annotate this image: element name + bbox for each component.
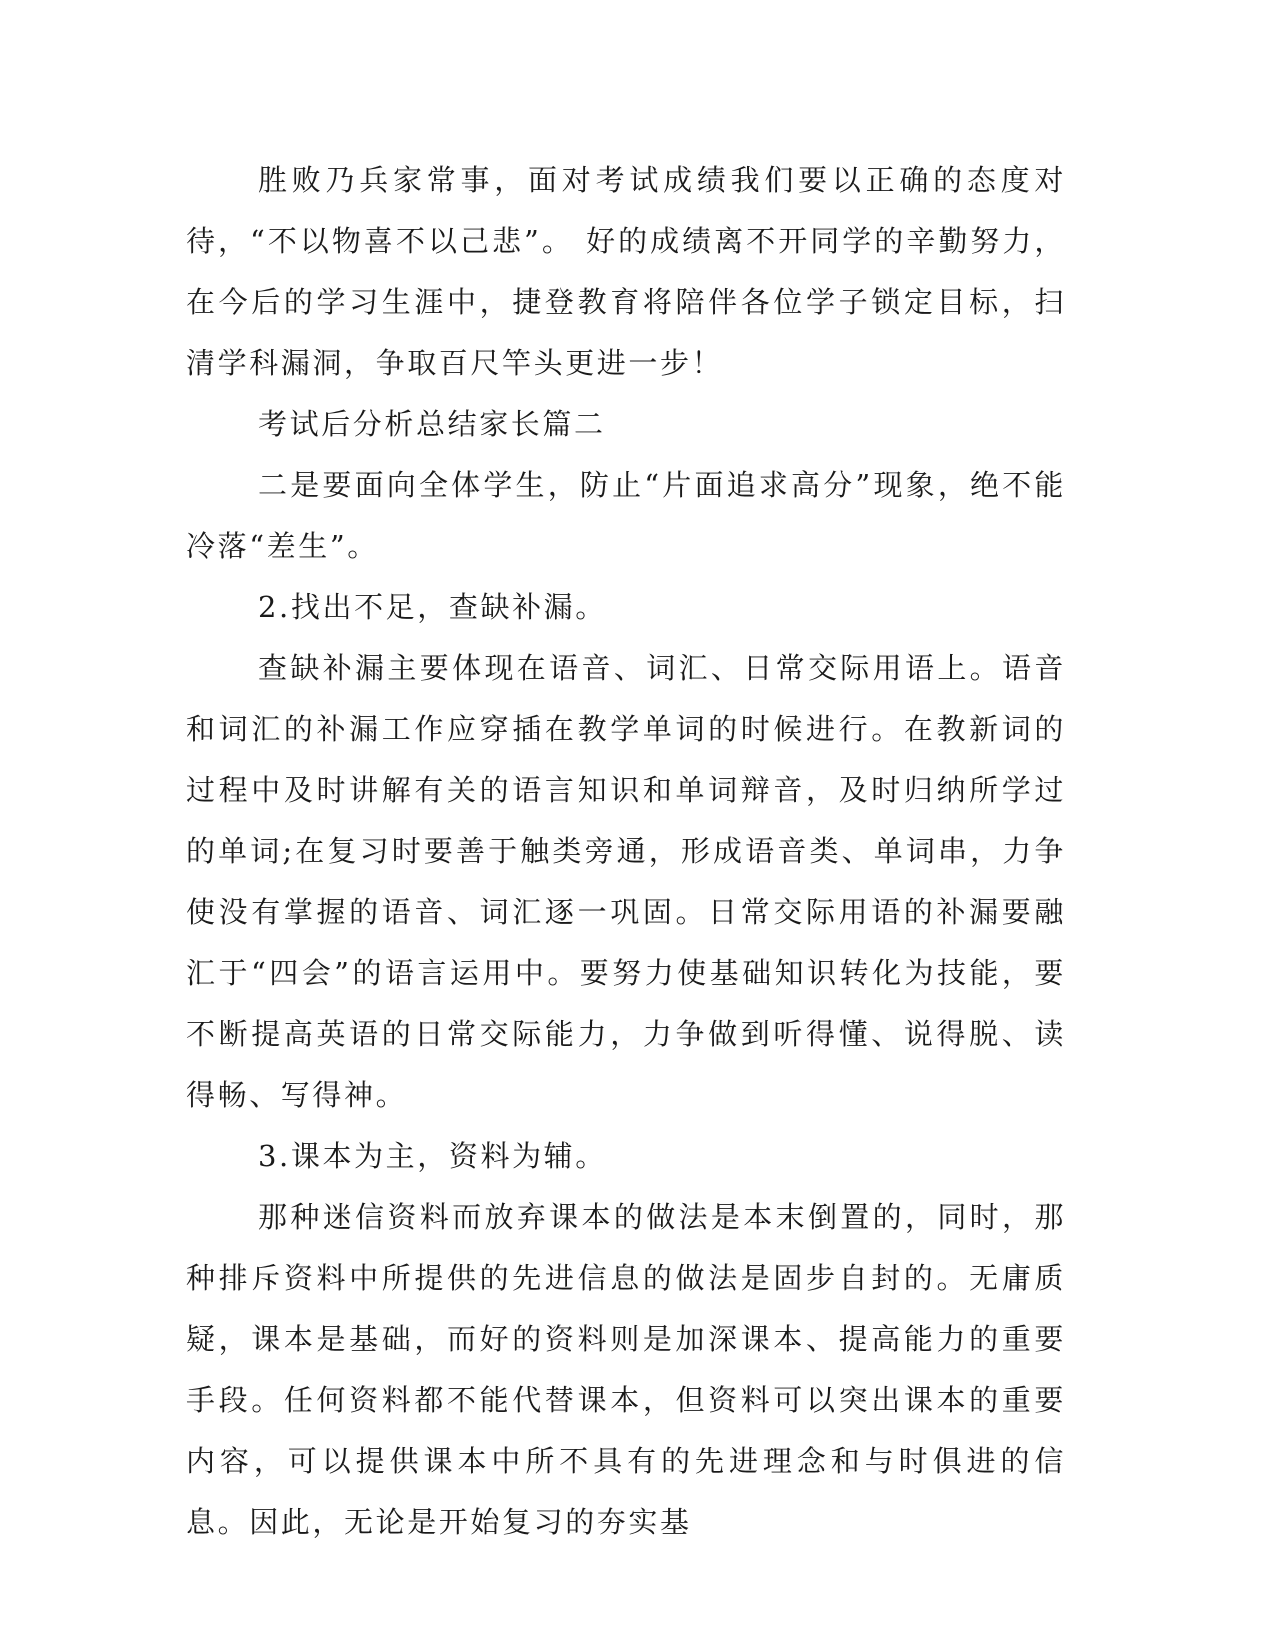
section-heading: 考试后分析总结家长篇二 [258,407,606,441]
paragraph-find-gaps: 查缺补漏主要体现在语音、词汇、日常交际用语上。语音和词汇的补漏工作应穿插在教学单词的时候进行。在教新词的过程中及时讲解有关的语言知识和单词辩音，及时归纳所学过的单词;在复习时要善于触类旁通，形成语音类、单词串，力争使没有掌握的语音、词汇逐一巩固。日常交际用语的补漏要融汇于“四会”的语言运用中。要努力使基础知识转化为技能，要不断提高英语的日常交际能力，力争做到听得懂、说得脱、读得畅、写得神。 [186,651,1066,1112]
paragraph-all-students: 二是要面向全体学生，防止“片面追求高分”现象，绝不能冷落“差生”。 [186,468,1066,563]
subheading-find-gaps: 2.找出不足，查缺补漏。 [258,590,607,624]
subheading-textbook-first: 3.课本为主，资料为辅。 [258,1139,607,1173]
paragraph-conclusion: 胜败乃兵家常事，面对考试成绩我们要以正确的态度对待，“不以物喜不以己悲”。 好的成绩离不开同学的辛勤努力，在今后的学习生涯中，捷登教育将陪伴各位学子锁定目标，扫清学科漏洞，争取百尺竿头更进一步！ [186,163,1066,380]
document-body [186,150,1066,1553]
paragraph-textbook-first: 那种迷信资料而放弃课本的做法是本末倒置的，同时，那种排斥资料中所提供的先进信息的做法是固步自封的。无庸质疑，课本是基础，而好的资料则是加深课本、提高能力的重要手段。任何资料都不能代替课本，但资料可以突出课本的重要内容，可以提供课本中所不具有的先进理念和与时俱进的信息。因此，无论是开始复习的夯实基 [186,1200,1066,1539]
